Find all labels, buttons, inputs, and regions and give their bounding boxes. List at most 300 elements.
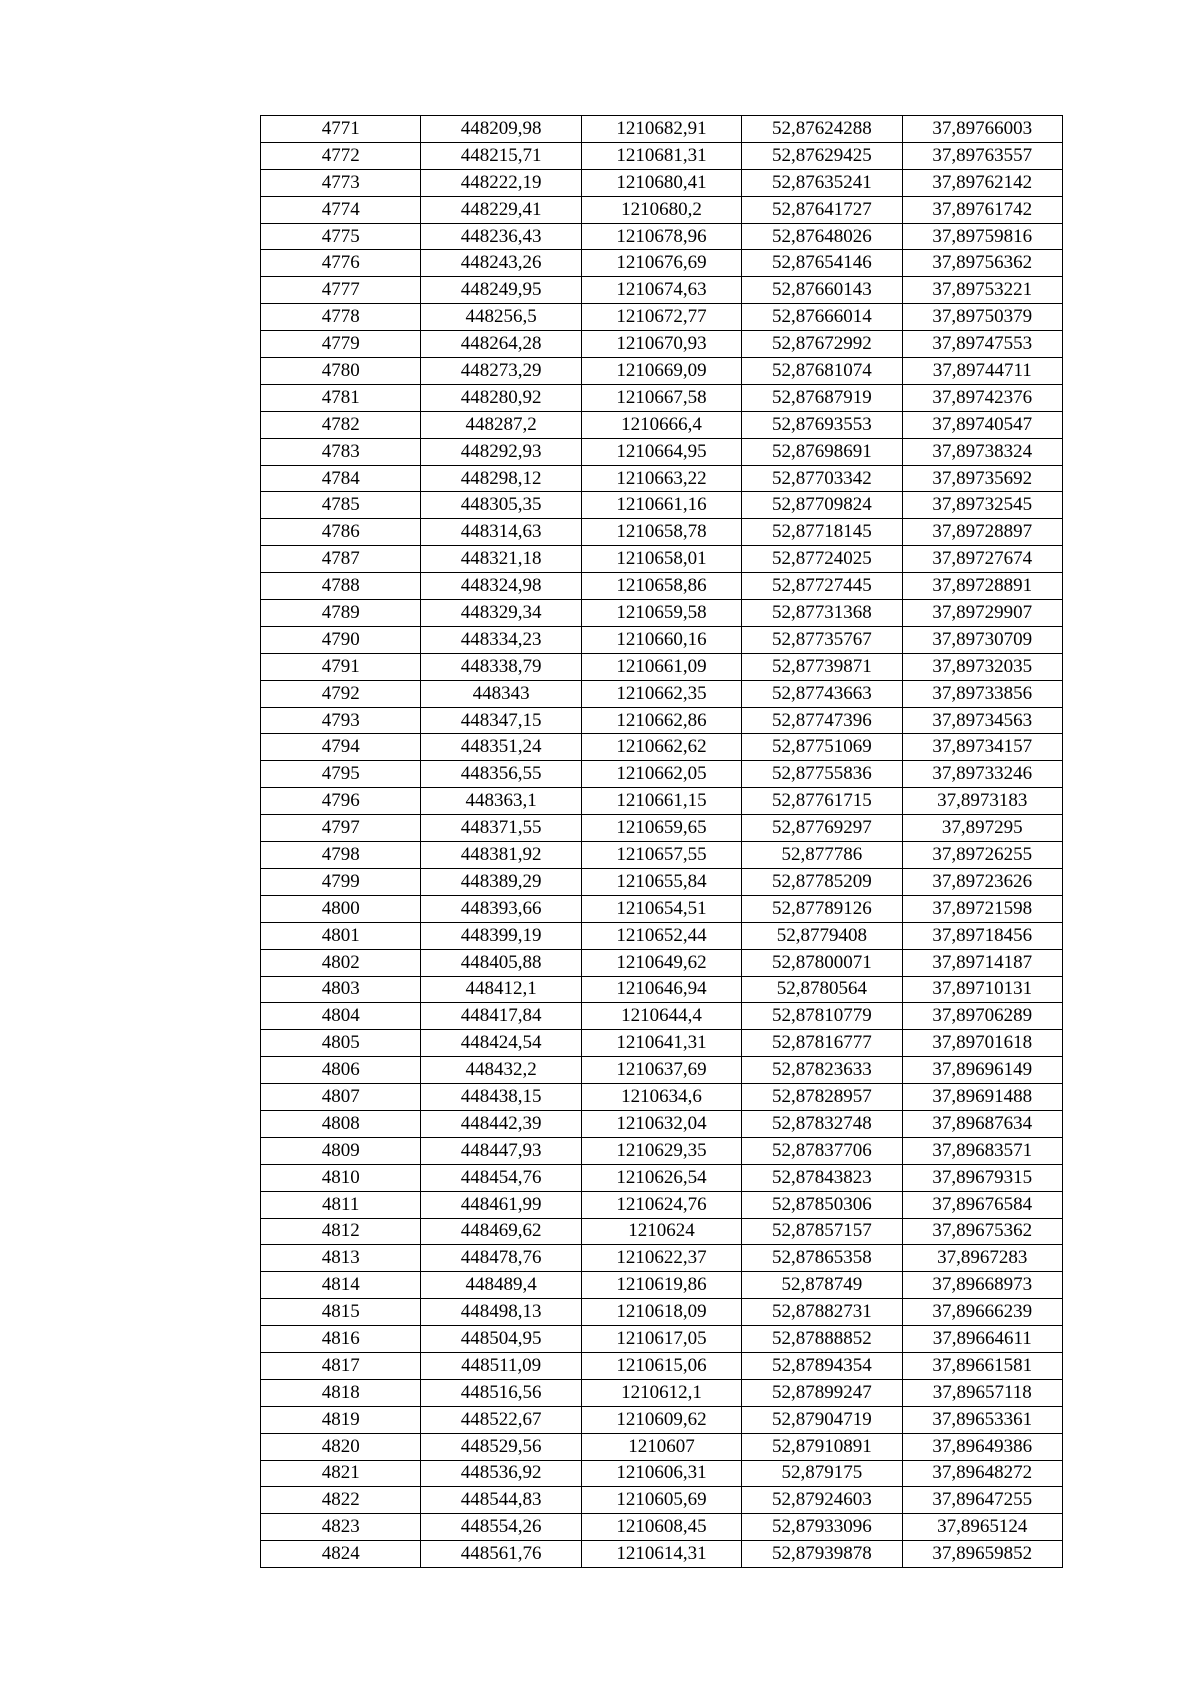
y-coordinate-cell: 1210612,1 [581,1379,741,1406]
y-coordinate-cell: 1210655,84 [581,868,741,895]
point-number-cell: 4772 [261,142,421,169]
latitude-cell: 52,87789126 [742,895,902,922]
x-coordinate-cell: 448554,26 [421,1514,581,1541]
y-coordinate-cell: 1210658,86 [581,573,741,600]
table-row [261,1379,1063,1406]
y-coordinate-cell: 1210619,86 [581,1272,741,1299]
y-coordinate-cell: 1210659,65 [581,815,741,842]
longitude-cell: 37,897295 [902,815,1062,842]
table-row [261,895,1063,922]
point-number-cell: 4780 [261,358,421,385]
x-coordinate-cell: 448469,62 [421,1218,581,1245]
latitude-cell: 52,87810779 [742,1003,902,1030]
y-coordinate-cell: 1210670,93 [581,331,741,358]
table-row [261,626,1063,653]
longitude-cell: 37,89728891 [902,573,1062,600]
x-coordinate-cell: 448544,83 [421,1487,581,1514]
y-coordinate-cell: 1210644,4 [581,1003,741,1030]
longitude-cell: 37,89762142 [902,169,1062,196]
latitude-cell: 52,87654146 [742,250,902,277]
point-number-cell: 4777 [261,277,421,304]
point-number-cell: 4792 [261,680,421,707]
table-row [261,223,1063,250]
table-row [261,465,1063,492]
longitude-cell: 37,89733856 [902,680,1062,707]
x-coordinate-cell: 448454,76 [421,1164,581,1191]
latitude-cell: 52,87850306 [742,1191,902,1218]
point-number-cell: 4804 [261,1003,421,1030]
x-coordinate-cell: 448561,76 [421,1541,581,1568]
x-coordinate-cell: 448424,54 [421,1030,581,1057]
latitude-cell: 52,87924603 [742,1487,902,1514]
point-number-cell: 4788 [261,573,421,600]
y-coordinate-cell: 1210646,94 [581,976,741,1003]
point-number-cell: 4798 [261,842,421,869]
point-number-cell: 4818 [261,1379,421,1406]
longitude-cell: 37,89730709 [902,626,1062,653]
x-coordinate-cell: 448280,92 [421,384,581,411]
y-coordinate-cell: 1210657,55 [581,842,741,869]
point-number-cell: 4815 [261,1299,421,1326]
y-coordinate-cell: 1210674,63 [581,277,741,304]
latitude-cell: 52,8779408 [742,922,902,949]
table-row [261,519,1063,546]
y-coordinate-cell: 1210622,37 [581,1245,741,1272]
table-row [261,573,1063,600]
latitude-cell: 52,87660143 [742,277,902,304]
point-number-cell: 4823 [261,1514,421,1541]
latitude-cell: 52,878749 [742,1272,902,1299]
table-row [261,196,1063,223]
table-row [261,277,1063,304]
x-coordinate-cell: 448504,95 [421,1326,581,1353]
table-row [261,438,1063,465]
point-number-cell: 4820 [261,1433,421,1460]
x-coordinate-cell: 448529,56 [421,1433,581,1460]
x-coordinate-cell: 448442,39 [421,1110,581,1137]
y-coordinate-cell: 1210634,6 [581,1084,741,1111]
longitude-cell: 37,89718456 [902,922,1062,949]
latitude-cell: 52,87939878 [742,1541,902,1568]
point-number-cell: 4773 [261,169,421,196]
longitude-cell: 37,89727674 [902,546,1062,573]
y-coordinate-cell: 1210614,31 [581,1541,741,1568]
latitude-cell: 52,87823633 [742,1057,902,1084]
x-coordinate-cell: 448478,76 [421,1245,581,1272]
table-row [261,1487,1063,1514]
latitude-cell: 52,87693553 [742,411,902,438]
latitude-cell: 52,87698691 [742,438,902,465]
table-row [261,169,1063,196]
point-number-cell: 4816 [261,1326,421,1353]
latitude-cell: 52,87681074 [742,358,902,385]
longitude-cell: 37,89648272 [902,1460,1062,1487]
point-number-cell: 4806 [261,1057,421,1084]
latitude-cell: 52,87731368 [742,600,902,627]
x-coordinate-cell: 448321,18 [421,546,581,573]
table-row [261,1003,1063,1030]
point-number-cell: 4786 [261,519,421,546]
table-row [261,1272,1063,1299]
y-coordinate-cell: 1210615,06 [581,1352,741,1379]
latitude-cell: 52,87747396 [742,707,902,734]
x-coordinate-cell: 448334,23 [421,626,581,653]
x-coordinate-cell: 448363,1 [421,788,581,815]
y-coordinate-cell: 1210661,16 [581,492,741,519]
table-row [261,492,1063,519]
point-number-cell: 4782 [261,411,421,438]
point-number-cell: 4785 [261,492,421,519]
longitude-cell: 37,89729907 [902,600,1062,627]
y-coordinate-cell: 1210652,44 [581,922,741,949]
longitude-cell: 37,89742376 [902,384,1062,411]
longitude-cell: 37,89734157 [902,734,1062,761]
x-coordinate-cell: 448347,15 [421,707,581,734]
longitude-cell: 37,89647255 [902,1487,1062,1514]
table-row [261,1164,1063,1191]
y-coordinate-cell: 1210606,31 [581,1460,741,1487]
latitude-cell: 52,87735767 [742,626,902,653]
point-number-cell: 4802 [261,949,421,976]
longitude-cell: 37,89740547 [902,411,1062,438]
latitude-cell: 52,87882731 [742,1299,902,1326]
y-coordinate-cell: 1210624,76 [581,1191,741,1218]
point-number-cell: 4803 [261,976,421,1003]
y-coordinate-cell: 1210641,31 [581,1030,741,1057]
x-coordinate-cell: 448256,5 [421,304,581,331]
latitude-cell: 52,87703342 [742,465,902,492]
table-row [261,868,1063,895]
latitude-cell: 52,87894354 [742,1352,902,1379]
point-number-cell: 4791 [261,653,421,680]
longitude-cell: 37,89675362 [902,1218,1062,1245]
x-coordinate-cell: 448329,34 [421,600,581,627]
longitude-cell: 37,8965124 [902,1514,1062,1541]
table-row [261,707,1063,734]
longitude-cell: 37,89683571 [902,1137,1062,1164]
longitude-cell: 37,89664611 [902,1326,1062,1353]
x-coordinate-cell: 448393,66 [421,895,581,922]
y-coordinate-cell: 1210618,09 [581,1299,741,1326]
longitude-cell: 37,89766003 [902,116,1062,143]
y-coordinate-cell: 1210605,69 [581,1487,741,1514]
x-coordinate-cell: 448389,29 [421,868,581,895]
point-number-cell: 4781 [261,384,421,411]
longitude-cell: 37,8967283 [902,1245,1062,1272]
point-number-cell: 4793 [261,707,421,734]
latitude-cell: 52,87629425 [742,142,902,169]
longitude-cell: 37,89735692 [902,465,1062,492]
y-coordinate-cell: 1210681,31 [581,142,741,169]
table-row [261,842,1063,869]
latitude-cell: 52,87843823 [742,1164,902,1191]
table-row [261,142,1063,169]
y-coordinate-cell: 1210669,09 [581,358,741,385]
longitude-cell: 37,89733246 [902,761,1062,788]
longitude-cell: 37,89738324 [902,438,1062,465]
longitude-cell: 37,89668973 [902,1272,1062,1299]
point-number-cell: 4800 [261,895,421,922]
longitude-cell: 37,89687634 [902,1110,1062,1137]
y-coordinate-cell: 1210654,51 [581,895,741,922]
latitude-cell: 52,87910891 [742,1433,902,1460]
x-coordinate-cell: 448292,93 [421,438,581,465]
y-coordinate-cell: 1210661,15 [581,788,741,815]
y-coordinate-cell: 1210667,58 [581,384,741,411]
latitude-cell: 52,879175 [742,1460,902,1487]
longitude-cell: 37,89750379 [902,304,1062,331]
coordinates-table-body [261,116,1063,1568]
x-coordinate-cell: 448314,63 [421,519,581,546]
latitude-cell: 52,87624288 [742,116,902,143]
latitude-cell: 52,87769297 [742,815,902,842]
y-coordinate-cell: 1210662,62 [581,734,741,761]
point-number-cell: 4809 [261,1137,421,1164]
x-coordinate-cell: 448222,19 [421,169,581,196]
longitude-cell: 37,89659852 [902,1541,1062,1568]
x-coordinate-cell: 448343 [421,680,581,707]
longitude-cell: 37,89657118 [902,1379,1062,1406]
table-row [261,250,1063,277]
longitude-cell: 37,89679315 [902,1164,1062,1191]
y-coordinate-cell: 1210663,22 [581,465,741,492]
table-row [261,734,1063,761]
longitude-cell: 37,89763557 [902,142,1062,169]
longitude-cell: 37,89721598 [902,895,1062,922]
point-number-cell: 4794 [261,734,421,761]
table-row [261,949,1063,976]
x-coordinate-cell: 448536,92 [421,1460,581,1487]
point-number-cell: 4805 [261,1030,421,1057]
x-coordinate-cell: 448264,28 [421,331,581,358]
y-coordinate-cell: 1210662,86 [581,707,741,734]
longitude-cell: 37,89726255 [902,842,1062,869]
longitude-cell: 37,89701618 [902,1030,1062,1057]
table-row [261,1541,1063,1568]
latitude-cell: 52,87751069 [742,734,902,761]
table-row [261,600,1063,627]
table-row [261,1514,1063,1541]
latitude-cell: 52,87635241 [742,169,902,196]
y-coordinate-cell: 1210649,62 [581,949,741,976]
latitude-cell: 52,87724025 [742,546,902,573]
y-coordinate-cell: 1210680,41 [581,169,741,196]
table-row [261,1433,1063,1460]
latitude-cell: 52,87727445 [742,573,902,600]
latitude-cell: 52,877786 [742,842,902,869]
latitude-cell: 52,87641727 [742,196,902,223]
point-number-cell: 4790 [261,626,421,653]
y-coordinate-cell: 1210662,05 [581,761,741,788]
table-row [261,331,1063,358]
longitude-cell: 37,89710131 [902,976,1062,1003]
longitude-cell: 37,89732035 [902,653,1062,680]
latitude-cell: 52,87755836 [742,761,902,788]
y-coordinate-cell: 1210662,35 [581,680,741,707]
point-number-cell: 4819 [261,1406,421,1433]
longitude-cell: 37,89666239 [902,1299,1062,1326]
point-number-cell: 4813 [261,1245,421,1272]
point-number-cell: 4787 [261,546,421,573]
longitude-cell: 37,89661581 [902,1352,1062,1379]
y-coordinate-cell: 1210680,2 [581,196,741,223]
table-row [261,1326,1063,1353]
latitude-cell: 52,87832748 [742,1110,902,1137]
x-coordinate-cell: 448432,2 [421,1057,581,1084]
y-coordinate-cell: 1210664,95 [581,438,741,465]
table-row [261,1460,1063,1487]
point-number-cell: 4814 [261,1272,421,1299]
longitude-cell: 37,89747553 [902,331,1062,358]
latitude-cell: 52,87666014 [742,304,902,331]
table-row [261,116,1063,143]
x-coordinate-cell: 448356,55 [421,761,581,788]
latitude-cell: 52,87933096 [742,1514,902,1541]
table-row [261,384,1063,411]
x-coordinate-cell: 448417,84 [421,1003,581,1030]
point-number-cell: 4801 [261,922,421,949]
y-coordinate-cell: 1210682,91 [581,116,741,143]
latitude-cell: 52,8780564 [742,976,902,1003]
point-number-cell: 4799 [261,868,421,895]
point-number-cell: 4779 [261,331,421,358]
x-coordinate-cell: 448489,4 [421,1272,581,1299]
y-coordinate-cell: 1210661,09 [581,653,741,680]
latitude-cell: 52,87904719 [742,1406,902,1433]
table-row [261,1406,1063,1433]
x-coordinate-cell: 448461,99 [421,1191,581,1218]
longitude-cell: 37,8973183 [902,788,1062,815]
x-coordinate-cell: 448381,92 [421,842,581,869]
y-coordinate-cell: 1210629,35 [581,1137,741,1164]
x-coordinate-cell: 448371,55 [421,815,581,842]
point-number-cell: 4783 [261,438,421,465]
table-row [261,358,1063,385]
x-coordinate-cell: 448338,79 [421,653,581,680]
latitude-cell: 52,87800071 [742,949,902,976]
table-row [261,546,1063,573]
table-row [261,788,1063,815]
x-coordinate-cell: 448236,43 [421,223,581,250]
point-number-cell: 4822 [261,1487,421,1514]
latitude-cell: 52,87739871 [742,653,902,680]
table-row [261,976,1063,1003]
point-number-cell: 4817 [261,1352,421,1379]
point-number-cell: 4808 [261,1110,421,1137]
y-coordinate-cell: 1210660,16 [581,626,741,653]
y-coordinate-cell: 1210609,62 [581,1406,741,1433]
longitude-cell: 37,89714187 [902,949,1062,976]
table-row [261,1110,1063,1137]
coordinates-table [260,115,1063,1568]
latitude-cell: 52,87837706 [742,1137,902,1164]
y-coordinate-cell: 1210626,54 [581,1164,741,1191]
y-coordinate-cell: 1210658,01 [581,546,741,573]
point-number-cell: 4797 [261,815,421,842]
point-number-cell: 4774 [261,196,421,223]
table-row [261,815,1063,842]
table-row [261,922,1063,949]
latitude-cell: 52,87672992 [742,331,902,358]
point-number-cell: 4771 [261,116,421,143]
longitude-cell: 37,89744711 [902,358,1062,385]
table-row [261,1030,1063,1057]
point-number-cell: 4807 [261,1084,421,1111]
point-number-cell: 4784 [261,465,421,492]
y-coordinate-cell: 1210607 [581,1433,741,1460]
table-row [261,761,1063,788]
longitude-cell: 37,89759816 [902,223,1062,250]
latitude-cell: 52,87828957 [742,1084,902,1111]
table-row [261,411,1063,438]
longitude-cell: 37,89732545 [902,492,1062,519]
x-coordinate-cell: 448498,13 [421,1299,581,1326]
table-row [261,1137,1063,1164]
y-coordinate-cell: 1210672,77 [581,304,741,331]
latitude-cell: 52,87857157 [742,1218,902,1245]
table-row [261,1299,1063,1326]
x-coordinate-cell: 448447,93 [421,1137,581,1164]
latitude-cell: 52,87709824 [742,492,902,519]
x-coordinate-cell: 448522,67 [421,1406,581,1433]
longitude-cell: 37,89723626 [902,868,1062,895]
longitude-cell: 37,89676584 [902,1191,1062,1218]
x-coordinate-cell: 448324,98 [421,573,581,600]
point-number-cell: 4821 [261,1460,421,1487]
longitude-cell: 37,89706289 [902,1003,1062,1030]
longitude-cell: 37,89734563 [902,707,1062,734]
latitude-cell: 52,87785209 [742,868,902,895]
point-number-cell: 4795 [261,761,421,788]
point-number-cell: 4810 [261,1164,421,1191]
latitude-cell: 52,87718145 [742,519,902,546]
longitude-cell: 37,89649386 [902,1433,1062,1460]
table-row [261,653,1063,680]
x-coordinate-cell: 448273,29 [421,358,581,385]
longitude-cell: 37,89753221 [902,277,1062,304]
point-number-cell: 4789 [261,600,421,627]
y-coordinate-cell: 1210608,45 [581,1514,741,1541]
x-coordinate-cell: 448351,24 [421,734,581,761]
point-number-cell: 4776 [261,250,421,277]
y-coordinate-cell: 1210676,69 [581,250,741,277]
y-coordinate-cell: 1210624 [581,1218,741,1245]
latitude-cell: 52,87761715 [742,788,902,815]
point-number-cell: 4778 [261,304,421,331]
x-coordinate-cell: 448287,2 [421,411,581,438]
y-coordinate-cell: 1210659,58 [581,600,741,627]
x-coordinate-cell: 448215,71 [421,142,581,169]
longitude-cell: 37,89653361 [902,1406,1062,1433]
table-row [261,1245,1063,1272]
table-row [261,680,1063,707]
x-coordinate-cell: 448243,26 [421,250,581,277]
x-coordinate-cell: 448209,98 [421,116,581,143]
x-coordinate-cell: 448305,35 [421,492,581,519]
latitude-cell: 52,87687919 [742,384,902,411]
table-row [261,1352,1063,1379]
longitude-cell: 37,89696149 [902,1057,1062,1084]
x-coordinate-cell: 448249,95 [421,277,581,304]
y-coordinate-cell: 1210617,05 [581,1326,741,1353]
y-coordinate-cell: 1210637,69 [581,1057,741,1084]
point-number-cell: 4812 [261,1218,421,1245]
table-row [261,1218,1063,1245]
longitude-cell: 37,89756362 [902,250,1062,277]
longitude-cell: 37,89761742 [902,196,1062,223]
latitude-cell: 52,87743663 [742,680,902,707]
x-coordinate-cell: 448516,56 [421,1379,581,1406]
